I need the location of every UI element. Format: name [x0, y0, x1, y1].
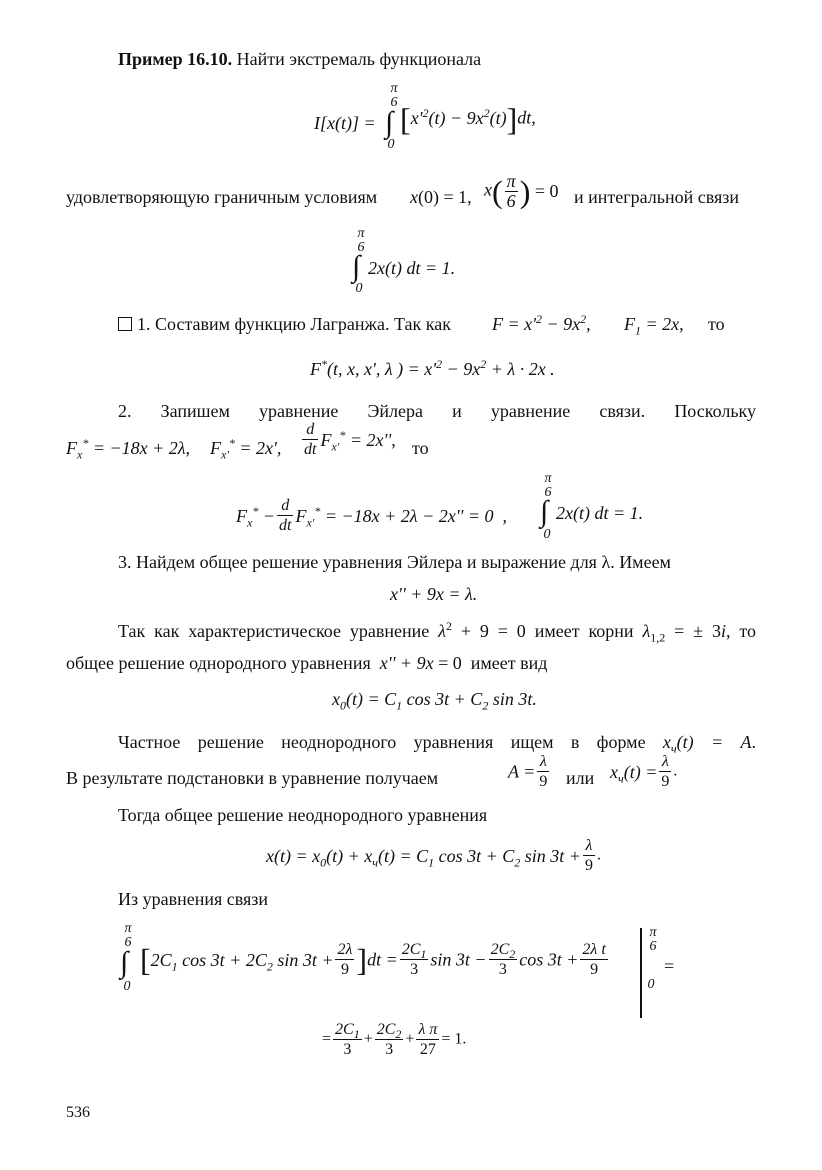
lagrange-function: F*(t, x, x', λ ) = $x'^2 - 9x^2 + \lambda \cdot 2x$ .	[310, 357, 555, 379]
general-text: Тогда общее решение неоднородного уравнения	[118, 805, 488, 825]
boundary-tail: и интегральной связи	[574, 187, 740, 207]
eval-lower-limit: 0	[123, 979, 131, 994]
constraint-expr: 2x(t) dt = 1.	[368, 258, 456, 278]
functional-integral-sign: ∫	[385, 106, 394, 139]
constraint-eval-text: Из уравнения связи	[118, 889, 269, 909]
eval-bar	[640, 928, 642, 1018]
step3-line: 3. Найдем общее решение уравнения Эйлера и выражение для λ. Имеем	[118, 552, 671, 572]
functional-upper-limit: π 6	[390, 81, 398, 110]
constraint-upper-limit: π 6	[357, 226, 365, 255]
subst-or: или	[566, 768, 595, 788]
boundary-cond1: x(0) = 1,	[410, 187, 472, 207]
eval-result: = $\frac{2C_1}{3}$ + $\frac{2C_2}{3}$ + $\frac{\text{λ π}}{27}$ = 1.	[322, 1021, 467, 1058]
example-task: Найти экстремаль функционала	[236, 49, 482, 69]
constraint-integral-sign: ∫	[352, 250, 361, 283]
general-solution: $x(t) = x_0(t) + x_ч(t) = C_1$ $\cos 3t + C_2$ sin 3t + $\frac{\lambda}{9}$ .	[266, 837, 601, 874]
step2-line: 2. Запишем уравнение Эйлера и уравнение связи. Поскольку	[118, 401, 757, 421]
euler-equation: $F_x^*$ − $\frac{d}{dt}$ $F_{x'}^* = -18x + 2\lambda - 2x'' = 0$ ,	[236, 497, 508, 534]
eval-bar-upper: π 6	[649, 925, 657, 954]
page-number: 536	[66, 1104, 90, 1121]
step2-ddt: $\frac{d}{dt}$ $F_{x'}^* = 2x''$,	[304, 421, 396, 458]
constraint-lower-limit: 0	[355, 281, 363, 296]
functional-lhs: I[x(t)] =	[314, 113, 376, 133]
boundary-cond2: x( $\frac{\pi}{6}$ ) = 0	[484, 171, 559, 211]
example-label: Пример 16.10.	[118, 49, 233, 69]
eval-upper-limit: π 6	[124, 921, 132, 950]
subst-text: В результате подстановки в уравнение получаем	[66, 768, 439, 788]
step1-f1: $F_1 = 2x$,	[624, 314, 684, 338]
step1-line: 1. Составим функцию Лагранжа. Так как	[118, 313, 451, 335]
step1-f: $F = x'^2 - 9x^2$,	[492, 312, 591, 334]
euler-constraint-lower: 0	[543, 527, 551, 542]
step2-fx: $F_x^* = -18x + 2\lambda$,	[66, 436, 191, 462]
proof-start-icon	[118, 317, 132, 331]
subst-a: A = $\frac{\lambda}{9}$	[508, 753, 548, 790]
subst-x: $x_ч(t)$ = $\frac{\lambda}{9}$ .	[610, 753, 678, 790]
euler-constraint-integral: ∫	[540, 495, 549, 528]
step2-to: то	[412, 438, 429, 458]
functional-integrand: $[x'^2(t) - 9x^2(t)]dt$,	[400, 101, 536, 137]
char-line1: Так как характеристическое уравнение $\lambda^2 + 9 = 0$ имеет корни $\lambda_{1,2}$ = ± 3i, то	[118, 619, 756, 645]
eval-integral: [$2C_1$ $\cos 3t + 2C_2$ sin 3t + $\frac{2\lambda}{9}$ ]dt = $\frac{2C_1}{3}$ sin 3t − $\frac{2C_2}{3}$ cos 3t + $\frac{\text{2λ t}}{9}$	[140, 941, 606, 978]
euler-ode: x'' + 9x = λ.	[390, 584, 478, 604]
functional-lower-limit: 0	[387, 137, 395, 152]
eval-equals: =	[664, 956, 675, 976]
step2-fxp: $F_{x'}^* = 2x'$,	[210, 436, 282, 462]
eval-bar-lower: 0	[647, 977, 655, 992]
step1-to: то	[708, 314, 725, 334]
char-line2: общее решение однородного уравнения x'' + 9x = 0 имеет вид	[66, 653, 548, 673]
euler-constraint-upper: π 6	[544, 471, 552, 500]
homogeneous-solution: $x_0(t) = C_1$ $\cos 3t + C_2$ sin 3t.	[332, 689, 537, 713]
partial-solution-line: Частное решение неоднородного уравнения ищем в форме $x_ч(t) = A$.	[118, 732, 757, 756]
boundary-text: удовлетворяющую граничным условиям	[66, 187, 378, 207]
eval-integral-sign: ∫	[120, 946, 129, 979]
euler-constraint-expr: 2x(t) dt = 1.	[556, 503, 644, 523]
example-heading	[118, 48, 481, 70]
